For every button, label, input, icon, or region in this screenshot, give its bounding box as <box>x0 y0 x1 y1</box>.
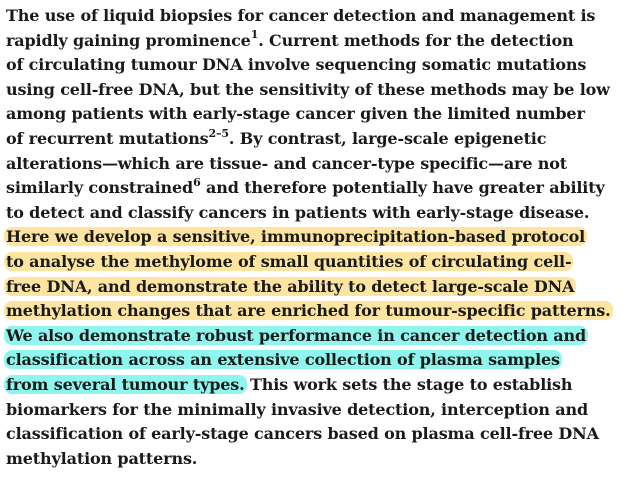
text-segment: rapidly gaining prominence <box>6 30 251 50</box>
text-line <box>6 447 618 472</box>
text-segment: using cell-free DNA, but the sensitivity of these methods may be low <box>6 79 610 99</box>
text-line <box>6 299 618 324</box>
text-segment: of circulating tumour DNA involve sequencing somatic mutations <box>6 55 587 75</box>
text-line <box>6 78 618 103</box>
text-segment: . By contrast, large-scale epigenetic <box>228 128 547 148</box>
highlighted-text-yellow: methylation changes that are enriched for tumour-specific patterns. <box>6 301 611 321</box>
text-line <box>6 225 618 250</box>
highlighted-text-cyan: classification across an extensive collection of plasma samples <box>6 350 560 370</box>
abstract-text <box>6 4 618 471</box>
text-line <box>6 422 618 447</box>
text-segment: biomarkers for the minimally invasive detection, interception and <box>6 399 589 419</box>
highlighted-text-cyan: We also demonstrate robust performance in cancer detection and <box>6 325 586 345</box>
text-segment: to detect and classify cancers in patients with early-stage disease. <box>6 202 590 222</box>
text-line <box>6 29 618 54</box>
text-line <box>6 250 618 275</box>
highlighted-text-yellow: Here we develop a sensitive, immunoprecipitation-based protocol <box>6 227 586 247</box>
text-segment: and therefore potentially have greater ability <box>200 178 605 198</box>
text-line <box>6 53 618 78</box>
text-line <box>6 373 618 398</box>
text-line <box>6 127 618 152</box>
text-segment: classification of early-stage cancers based on plasma cell-free DNA <box>6 424 599 444</box>
text-line <box>6 201 618 226</box>
text-segment: alterations—which are tissue- and cancer-type specific—are not <box>6 153 568 173</box>
citation-superscript: 2–5 <box>208 126 229 140</box>
text-line <box>6 102 618 127</box>
text-line <box>6 398 618 423</box>
text-segment: This work sets the stage to establish <box>244 374 573 394</box>
text-line <box>6 4 618 29</box>
text-segment: of recurrent mutations <box>6 128 209 148</box>
text-line <box>6 176 618 201</box>
text-line <box>6 275 618 300</box>
citation-superscript: 1 <box>250 28 259 42</box>
citation-superscript: 6 <box>193 175 201 189</box>
text-segment: The use of liquid biopsies for cancer detection and management is <box>6 6 596 25</box>
highlighted-text-yellow: free DNA, and demonstrate the ability to detect large-scale DNA <box>6 276 575 296</box>
highlighted-text-yellow: to analyse the methylome of small quantities of circulating cell- <box>6 251 572 271</box>
text-line <box>6 348 618 373</box>
text-line <box>6 152 618 177</box>
text-segment: among patients with early-stage cancer given the limited number <box>6 104 585 124</box>
text-segment: similarly constrained <box>6 178 194 198</box>
text-segment: methylation patterns. <box>6 448 198 468</box>
highlighted-text-cyan: from several tumour types. <box>6 374 245 394</box>
text-segment: . Current methods for the detection <box>258 30 574 50</box>
text-line <box>6 324 618 349</box>
